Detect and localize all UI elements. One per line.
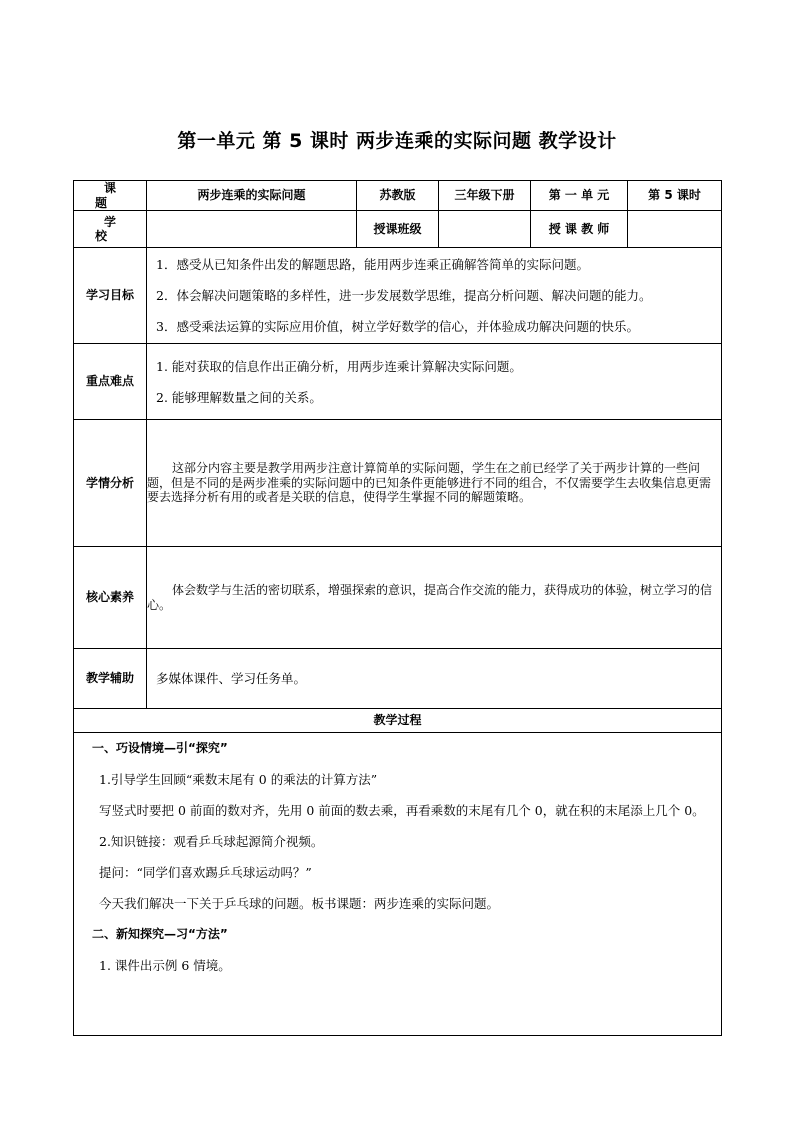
row-objectives bbox=[74, 248, 722, 344]
aids-content: 多媒体课件、学习任务单。 bbox=[147, 649, 722, 709]
label-literacy: 核心素养 bbox=[74, 547, 147, 649]
unit-value: 第 一 单 元 bbox=[531, 181, 628, 211]
row-analysis bbox=[74, 420, 722, 547]
lesson-plan-table bbox=[73, 180, 722, 1036]
process-step: 1.引导学生回顾“乘数末尾有 0 的乘法的计算方法” bbox=[99, 772, 378, 787]
row-literacy bbox=[74, 547, 722, 649]
objectives-content bbox=[147, 248, 722, 344]
label-school: 学校 bbox=[74, 211, 147, 248]
label-analysis: 学情分析 bbox=[74, 420, 147, 547]
process-step: 1. 课件出示例 6 情境。 bbox=[99, 958, 231, 973]
process-content bbox=[74, 733, 722, 1036]
process-step: 2.知识链接：观看乒乓球起源简介视频。 bbox=[99, 834, 324, 849]
objective-item: 3．感受乘法运算的实际应用价值，树立学好数学的信心，并体验成功解决问题的快乐。 bbox=[156, 319, 639, 334]
row-topic bbox=[74, 181, 722, 211]
section-heading: 二、新知探究—习“方法” bbox=[92, 927, 228, 941]
row-key-points bbox=[74, 344, 722, 420]
key-point-item: 2. 能够理解数量之间的关系。 bbox=[156, 389, 322, 405]
label-teacher: 授 课 教 师 bbox=[531, 211, 628, 248]
row-process-body bbox=[74, 733, 722, 1036]
literacy-content: 体会数学与生活的密切联系，增强探索的意识，提高合作交流的能力，获得成功的体验，树立学习的信心。 bbox=[147, 547, 722, 649]
school-value bbox=[147, 211, 357, 248]
key-points-content bbox=[147, 344, 722, 420]
objective-item: 2．体会解决问题策略的多样性，进一步发展数学思维，提高分析问题、解决问题的能力。 bbox=[156, 288, 652, 303]
label-aids: 教学辅助 bbox=[74, 649, 147, 709]
process-paragraph: 写竖式时要把 0 前面的数对齐，先用 0 前面的数去乘，再看乘数的末尾有几个 0，就在积的末尾添上几个 0。 bbox=[99, 803, 705, 818]
label-key-points: 重点难点 bbox=[74, 344, 147, 420]
grade-value: 三年级下册 bbox=[439, 181, 531, 211]
process-paragraph: 今天我们解决一下关于乒乓球的问题。板书课题：两步连乘的实际问题。 bbox=[99, 896, 500, 911]
key-point-item: 1. 能对获取的信息作出正确分析，用两步连乘计算解决实际问题。 bbox=[156, 358, 522, 374]
class-value bbox=[439, 211, 531, 248]
process-heading: 教学过程 bbox=[74, 709, 722, 733]
section-heading: 一、巧设情境—引“探究” bbox=[92, 741, 228, 755]
topic-value: 两步连乘的实际问题 bbox=[147, 181, 357, 211]
row-school bbox=[74, 211, 722, 248]
objective-item: 1．感受从已知条件出发的解题思路，能用两步连乘正确解答简单的实际问题。 bbox=[156, 257, 589, 272]
label-topic: 课题 bbox=[74, 181, 147, 211]
publisher-value: 苏教版 bbox=[357, 181, 439, 211]
teacher-value bbox=[628, 211, 722, 248]
row-process-heading bbox=[74, 709, 722, 733]
analysis-content: 这部分内容主要是教学用两步注意计算简单的实际问题，学生在之前已经学了关于两步计算的一些问题，但是不同的是两步准乘的实际问题中的已知条件更能够进行不同的组合，不仅需要学生去收集信息更需要去选择分析有用的或者是关联的信息，使得学生掌握不同的解题策略。 bbox=[147, 420, 722, 547]
label-objectives: 学习目标 bbox=[74, 248, 147, 344]
row-aids bbox=[74, 649, 722, 709]
lesson-value: 第 5 课时 bbox=[628, 181, 722, 211]
label-class: 授课班级 bbox=[357, 211, 439, 248]
process-question: 提问：“同学们喜欢踢乒乓球运动吗？” bbox=[99, 865, 312, 880]
document-title: 第一单元 第 5 课时 两步连乘的实际问题 教学设计 bbox=[177, 130, 617, 152]
